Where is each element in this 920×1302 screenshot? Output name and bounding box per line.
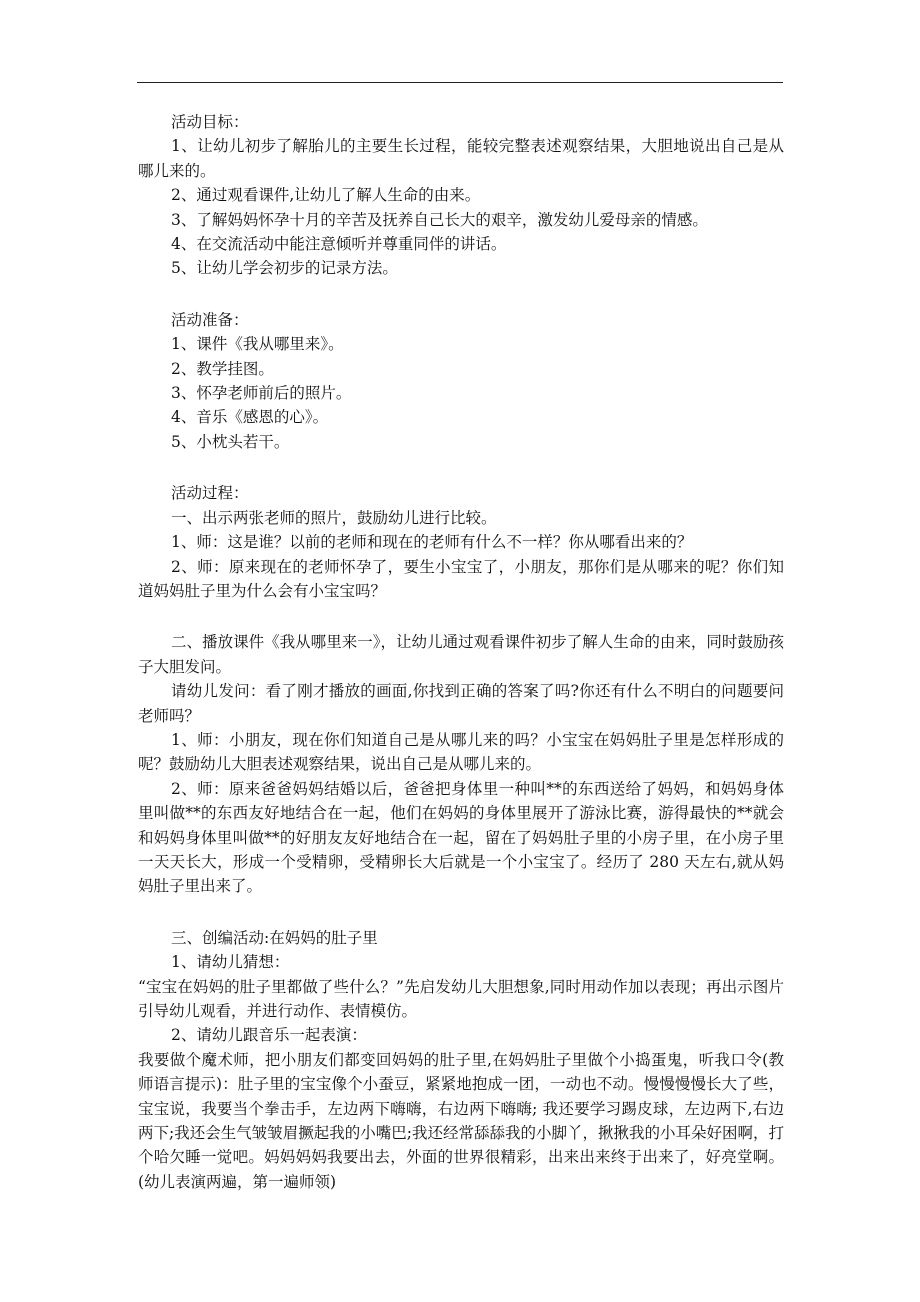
document-body — [138, 110, 784, 1194]
step2-title: 二、播放课件《我从哪里来一》，让幼儿通过观看课件初步了解人生命的由来，同时鼓励孩子大胆发问。 — [138, 633, 784, 676]
step1-title: 一、出示两张老师的照片，鼓励幼儿进行比较。 — [171, 508, 497, 527]
preparation-item-2: 2、教学挂图。 — [171, 359, 274, 378]
preparation-item-4: 4、音乐《感恩的心》。 — [171, 408, 329, 427]
step3-guess-text: “宝宝在妈妈的肚子里都做了些什么？”先启发幼儿大胆想象,同时用动作加以表现；再出示图片引导幼儿观看，并进行动作、表情模仿。 — [138, 977, 784, 1020]
section-gap — [138, 281, 784, 308]
goal-item-2: 2、通过观看课件,让幼儿了解人生命的由来。 — [171, 186, 481, 205]
step3-perform-text: 我要做个魔术师，把小朋友们都变回妈妈的肚子里,在妈妈肚子里做个小捣蛋鬼，听我口令(教师语言提示)：肚子里的宝宝像个小蚕豆，紧紧地抱成一团，一动也不动。慢慢慢慢长大了些，宝宝说，我要当个拳击手，左边两下嗨嗨，右边两下嗨嗨; 我还要学习踢皮球，左边两下,右边两下;我还会生气皱皱眉撅起我的小嘴巴;我还经常舔舔我的小脚丫，揪揪我的小耳朵好困啊，打个哈欠睡一觉吧。妈妈妈妈我要出去，外面的世界很精彩，出来出来终于出来了，好亮堂啊。(幼儿表演两遍，第一遍师领) — [138, 1050, 784, 1191]
step3-guess-label: 1、请幼儿猜想： — [171, 953, 290, 972]
section-gap — [138, 454, 784, 481]
step2-item-2: 2、师：原来爸爸妈妈结婚以后，爸爸把身体里一种叫**的东西送给了妈妈，和妈妈身体里叫做**的东西友好地结合在一起，他们在妈妈的身体里展开了游泳比赛，游得最快的**就会和妈妈身体里叫做**的好朋友友好地结合在一起，留在了妈妈肚子里的小房子里，在小房子里一天天长大，形成一个受精卵，受精卵长大后就是一个小宝宝了。经历了 280 天左右,就从妈妈肚子里出来了。 — [138, 779, 784, 896]
section-gap — [138, 603, 784, 630]
goal-item-4: 4、在交流活动中能注意倾听并尊重同伴的讲话。 — [171, 235, 507, 254]
step2-item-1: 1、师：小朋友，现在你们知道自己是从哪儿来的吗？小宝宝在妈妈肚子里是怎样形成的呢？鼓励幼儿大胆表述观察结果，说出自己是从哪儿来的。 — [138, 730, 784, 774]
step1-item-2: 2、师：原来现在的老师怀孕了，要生小宝宝了，小朋友，那你们是从哪来的呢？你们知道妈妈肚子里为什么会有小宝宝吗？ — [138, 557, 784, 600]
header-rule — [137, 82, 783, 83]
goal-item-1: 1、让幼儿初步了解胎儿的主要生长过程，能较完整表述观察结果，大胆地说出自己是从哪儿来的。 — [138, 137, 784, 180]
step1-item-1: 1、师：这是谁？以前的老师和现在的老师有什么不一样？你从哪看出来的？ — [171, 533, 693, 552]
goals-heading: 活动目标： — [171, 113, 249, 131]
process-heading: 活动过程： — [171, 484, 249, 503]
step3-perform-label: 2、请幼儿跟音乐一起表演： — [171, 1026, 367, 1045]
step3-title: 三、创编活动:在妈妈的肚子里 — [171, 928, 378, 947]
preparation-item-5: 5、小枕头若干。 — [171, 432, 290, 451]
preparation-item-3: 3、怀孕老师前后的照片。 — [171, 384, 352, 403]
preparation-item-1: 1、课件《我从哪里来》。 — [171, 335, 344, 354]
section-gap — [138, 899, 784, 926]
goal-item-5: 5、让幼儿学会初步的记录方法。 — [171, 259, 398, 278]
goal-item-3: 3、了解妈妈怀孕十月的辛苦及抚养自己长大的艰辛，激发幼儿爱母亲的情感。 — [171, 210, 708, 229]
preparation-heading: 活动准备： — [171, 310, 249, 329]
step2-ask: 请幼儿发问：看了刚才播放的画面,你找到正确的答案了吗?你还有什么不明白的问题要问老师吗？ — [138, 682, 784, 725]
